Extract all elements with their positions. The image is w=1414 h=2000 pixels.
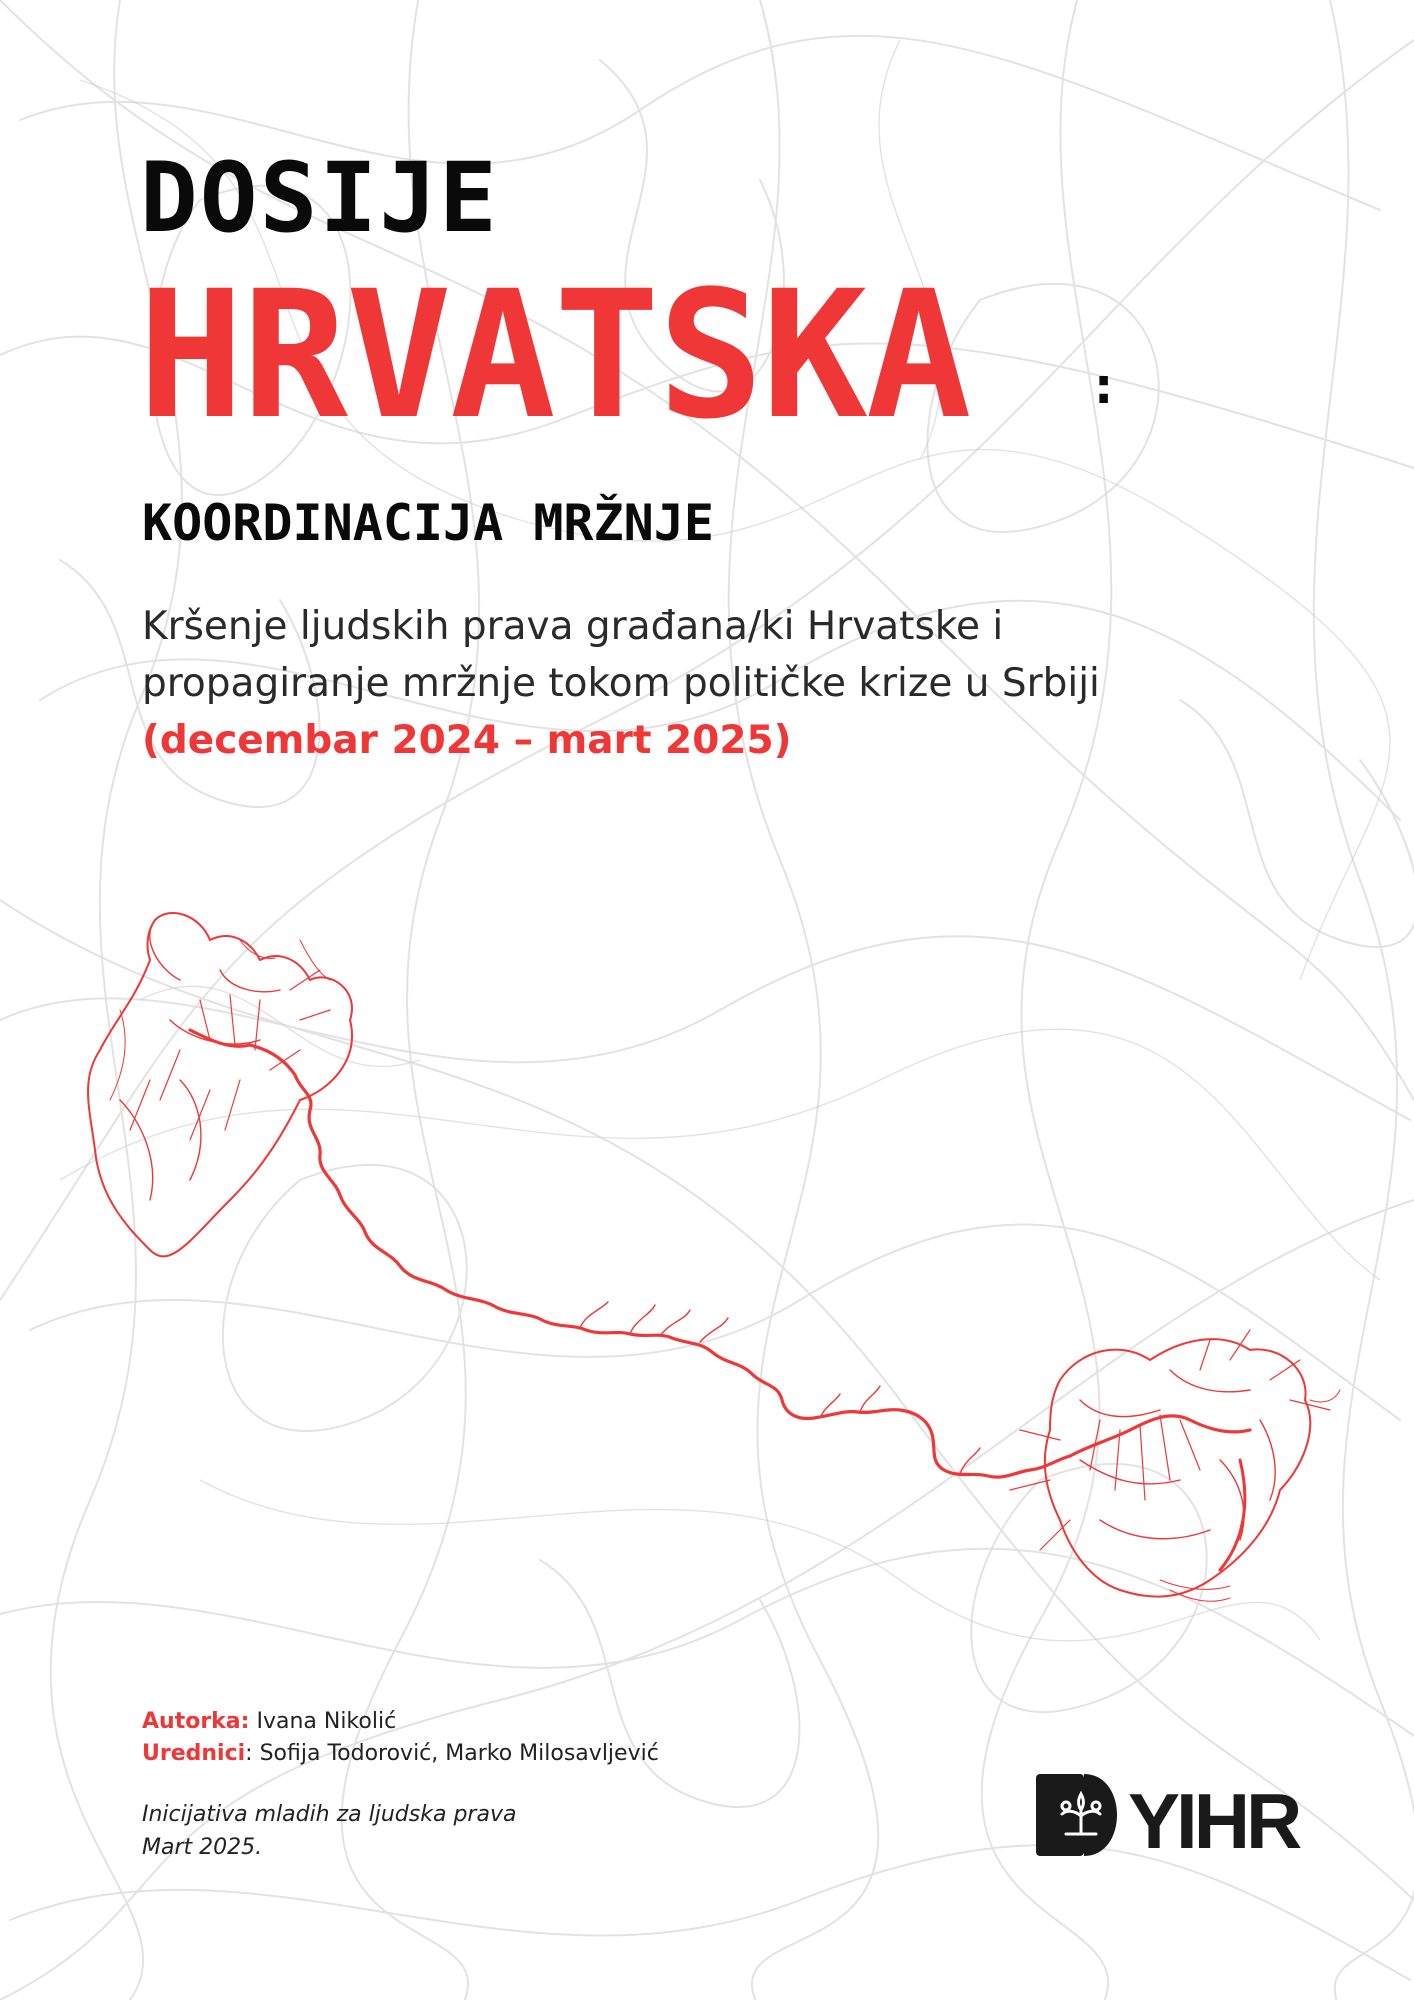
- publisher: [142, 1798, 516, 1864]
- credits: [142, 1706, 659, 1770]
- title-colon: :: [1088, 356, 1120, 416]
- red-vein-map-illustration: [60, 900, 1390, 1660]
- publication-date: Mart 2025.: [142, 1835, 263, 1860]
- description-text: Kršenje ljudskih prava građana/ki Hrvatske i propagiranje mržnje tokom političke krize u Srbiji: [142, 604, 1100, 706]
- author-line: [142, 1706, 659, 1738]
- date-range: (decembar 2024 – mart 2025): [142, 718, 792, 763]
- organization-name: Inicijativa mladih za ljudska prava: [142, 1802, 517, 1827]
- title-dosije: DOSIJE: [140, 142, 499, 254]
- author-name: Ivana Nikolić: [256, 1709, 397, 1734]
- logo-text: YIHR: [1128, 1777, 1299, 1865]
- editors-names: : Sofija Todorović, Marko Milosavljević: [245, 1741, 659, 1766]
- editors-label: Urednici: [142, 1741, 246, 1766]
- author-label: Autorka:: [142, 1709, 250, 1734]
- editors-line: [142, 1738, 659, 1770]
- subtitle: KOORDINACIJA MRŽNJE: [142, 494, 714, 552]
- description: [142, 598, 1142, 769]
- yihr-logo: [1036, 1770, 1299, 1865]
- title-hrvatska: HRVATSKA: [138, 253, 970, 458]
